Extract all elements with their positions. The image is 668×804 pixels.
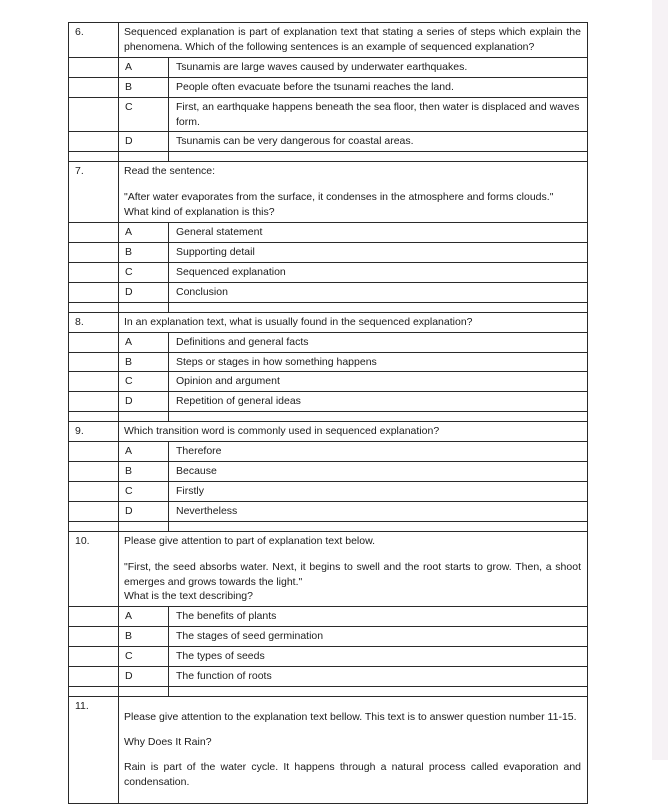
passage-block: [119, 697, 588, 804]
option-letter: A: [119, 332, 169, 352]
question-separator-row: [69, 152, 588, 162]
option-letter: C: [119, 97, 169, 132]
passage-body: Rain is part of the water cycle. It happens through a natural process called evaporation and condensation.: [124, 761, 581, 789]
question-row: [69, 531, 588, 607]
option-text[interactable]: People often evacuate before the tsunami reaches the land.: [169, 77, 588, 97]
separator-cell: [119, 687, 169, 697]
option-row[interactable]: [69, 262, 588, 282]
option-spacer: [69, 627, 119, 647]
option-text[interactable]: Nevertheless: [169, 501, 588, 521]
option-row[interactable]: [69, 392, 588, 412]
question-row: [69, 162, 588, 223]
question-stem: [119, 162, 588, 223]
separator-cell: [119, 412, 169, 422]
question-stem: [119, 531, 588, 607]
question-row: [69, 422, 588, 442]
option-text[interactable]: Repetition of general ideas: [169, 392, 588, 412]
option-text[interactable]: The types of seeds: [169, 647, 588, 667]
separator-cell: [69, 687, 119, 697]
option-spacer: [69, 647, 119, 667]
option-row[interactable]: [69, 77, 588, 97]
question-stem: [119, 23, 588, 58]
stem-paragraph: Which transition word is commonly used in sequenced explanation?: [124, 425, 440, 438]
option-spacer: [69, 607, 119, 627]
option-row[interactable]: [69, 501, 588, 521]
option-spacer: [69, 77, 119, 97]
separator-cell: [169, 687, 588, 697]
separator-cell: [169, 412, 588, 422]
option-text[interactable]: Sequenced explanation: [169, 262, 588, 282]
option-row[interactable]: [69, 481, 588, 501]
stem-paragraph: Sequenced explanation is part of explanation text that stating a series of steps which explain the phenomena. Which of the following sentences is an example of sequenced explanation?: [124, 26, 581, 53]
separator-cell: [119, 302, 169, 312]
option-text[interactable]: Because: [169, 462, 588, 482]
option-text[interactable]: Steps or stages in how something happens: [169, 352, 588, 372]
option-row[interactable]: [69, 132, 588, 152]
option-spacer: [69, 332, 119, 352]
option-spacer: [69, 282, 119, 302]
option-row[interactable]: [69, 332, 588, 352]
option-row[interactable]: [69, 223, 588, 243]
separator-cell: [69, 521, 119, 531]
page-edge-strip: [652, 0, 668, 760]
option-spacer: [69, 372, 119, 392]
option-spacer: [69, 392, 119, 412]
option-row[interactable]: [69, 57, 588, 77]
stem-paragraph: What kind of explanation is this?: [124, 206, 275, 219]
stem-paragraph: "First, the seed absorbs water. Next, it begins to swell and the root starts to grow. Then, a shoot emerges and grows towards the light.": [124, 560, 581, 588]
question-separator-row: [69, 302, 588, 312]
question-stem: [119, 312, 588, 332]
option-letter: D: [119, 132, 169, 152]
option-letter: A: [119, 442, 169, 462]
option-letter: B: [119, 462, 169, 482]
stem-paragraph: In an explanation text, what is usually found in the sequenced explanation?: [124, 315, 473, 328]
option-letter: C: [119, 647, 169, 667]
option-spacer: [69, 352, 119, 372]
stem-paragraph: Please give attention to part of explanation text below.: [124, 534, 376, 547]
question-separator-row: [69, 412, 588, 422]
question-separator-row: [69, 687, 588, 697]
separator-cell: [69, 412, 119, 422]
stem-paragraph: "After water evaporates from the surface, it condenses in the atmosphere and forms clouds.": [124, 191, 554, 204]
passage-intro: Please give attention to the explanation text bellow. This text is to answer question number 11-15.: [124, 710, 577, 723]
separator-cell: [169, 302, 588, 312]
option-spacer: [69, 57, 119, 77]
separator-cell: [69, 302, 119, 312]
option-text[interactable]: Tsunamis can be very dangerous for coastal areas.: [169, 132, 588, 152]
option-letter: A: [119, 223, 169, 243]
option-letter: D: [119, 282, 169, 302]
question-number: 7.: [69, 162, 119, 223]
quiz-table-body: [69, 23, 588, 804]
separator-cell: [119, 152, 169, 162]
stem-paragraph: What is the text describing?: [124, 590, 253, 603]
option-row[interactable]: [69, 462, 588, 482]
question-stem: [119, 422, 588, 442]
option-letter: D: [119, 501, 169, 521]
option-spacer: [69, 442, 119, 462]
option-text[interactable]: Supporting detail: [169, 242, 588, 262]
option-letter: C: [119, 372, 169, 392]
option-text[interactable]: Therefore: [169, 442, 588, 462]
option-spacer: [69, 667, 119, 687]
option-letter: D: [119, 667, 169, 687]
option-letter: B: [119, 627, 169, 647]
option-letter: B: [119, 352, 169, 372]
option-letter: B: [119, 77, 169, 97]
option-text[interactable]: The stages of seed germination: [169, 627, 588, 647]
option-spacer: [69, 262, 119, 282]
option-letter: C: [119, 481, 169, 501]
option-text[interactable]: The benefits of plants: [169, 607, 588, 627]
option-letter: A: [119, 607, 169, 627]
option-text[interactable]: General statement: [169, 223, 588, 243]
option-text[interactable]: Firstly: [169, 481, 588, 501]
option-spacer: [69, 462, 119, 482]
option-row[interactable]: [69, 667, 588, 687]
option-text[interactable]: The function of roots: [169, 667, 588, 687]
question-row: [69, 23, 588, 58]
option-text[interactable]: Opinion and argument: [169, 372, 588, 392]
passage-title: Why Does It Rain?: [124, 735, 212, 748]
option-row[interactable]: [69, 442, 588, 462]
option-spacer: [69, 223, 119, 243]
option-text[interactable]: First, an earthquake happens beneath the sea floor, then water is displaced and waves form.: [169, 97, 588, 132]
option-spacer: [69, 501, 119, 521]
option-letter: A: [119, 57, 169, 77]
option-letter: B: [119, 242, 169, 262]
question-number: 11.: [69, 697, 119, 804]
option-row[interactable]: [69, 607, 588, 627]
question-number: 6.: [69, 23, 119, 58]
stem-paragraph: Read the sentence:: [124, 165, 216, 178]
option-letter: C: [119, 262, 169, 282]
separator-cell: [169, 521, 588, 531]
option-spacer: [69, 481, 119, 501]
passage-question-row: [69, 697, 588, 804]
option-row[interactable]: [69, 627, 588, 647]
quiz-table: [68, 22, 588, 804]
option-row[interactable]: [69, 647, 588, 667]
option-spacer: [69, 132, 119, 152]
question-number: 10.: [69, 531, 119, 607]
option-text[interactable]: Definitions and general facts: [169, 332, 588, 352]
question-row: [69, 312, 588, 332]
option-spacer: [69, 242, 119, 262]
separator-cell: [69, 152, 119, 162]
separator-cell: [169, 152, 588, 162]
option-letter: D: [119, 392, 169, 412]
option-text[interactable]: Tsunamis are large waves caused by underwater earthquakes.: [169, 57, 588, 77]
option-row[interactable]: [69, 97, 588, 132]
option-row[interactable]: [69, 352, 588, 372]
option-row[interactable]: [69, 372, 588, 392]
separator-cell: [119, 521, 169, 531]
question-number: 9.: [69, 422, 119, 442]
option-row[interactable]: [69, 282, 588, 302]
option-row[interactable]: [69, 242, 588, 262]
question-number: 8.: [69, 312, 119, 332]
option-spacer: [69, 97, 119, 132]
question-separator-row: [69, 521, 588, 531]
option-text[interactable]: Conclusion: [169, 282, 588, 302]
